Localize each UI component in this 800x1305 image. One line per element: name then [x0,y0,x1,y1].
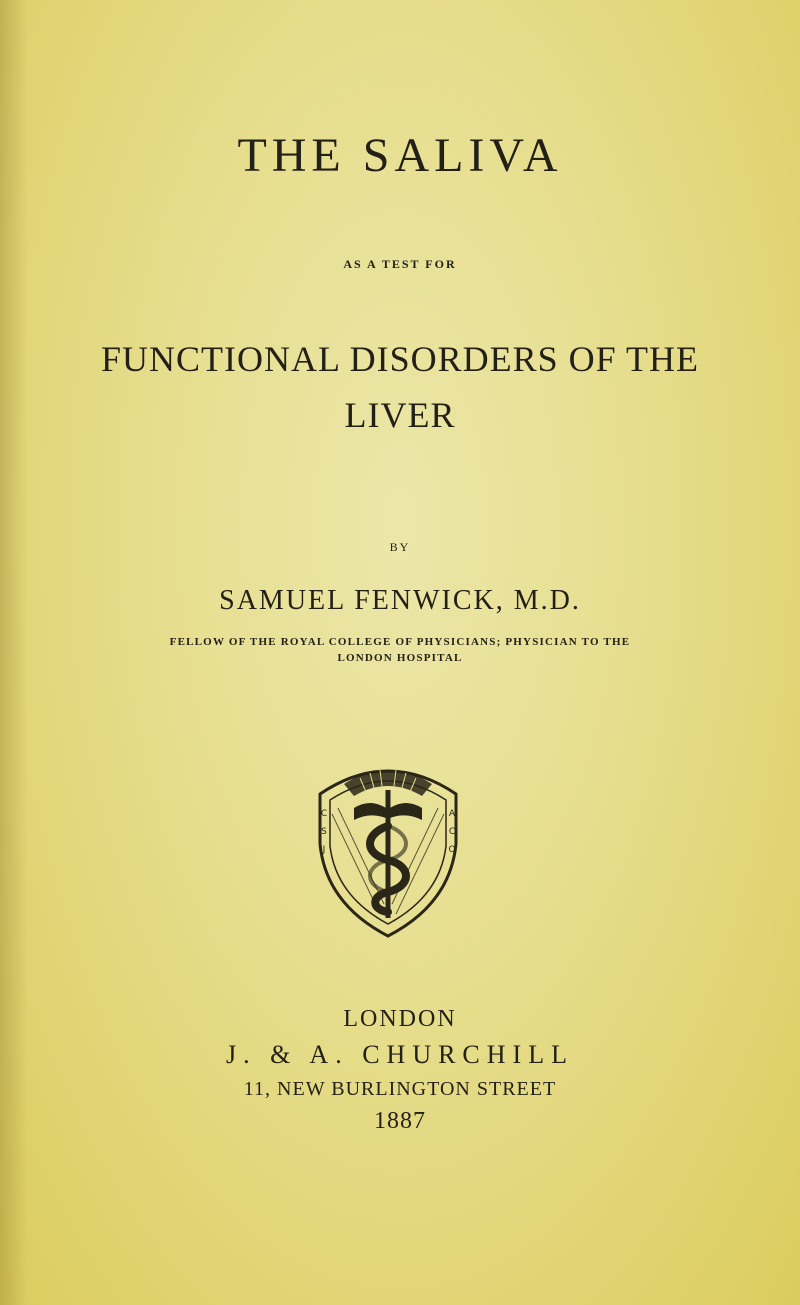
main-title-line-1: FUNCTIONAL DISORDERS OF THE [100,339,700,379]
publisher-address: 11, NEW BURLINGTON STREET [243,1078,557,1100]
emblem-letter-6: O [448,845,456,855]
emblem-letter-2: S [321,827,327,837]
author-credentials-line-1: FELLOW OF THE ROYAL COLLEGE OF PHYSICIANS; PHYSICIAN TO THE [169,636,631,648]
emblem-letter-4: A [448,809,456,819]
subtitle-connector: AS A TEST FOR [343,257,457,271]
book-title: THE SALIVA [237,129,563,182]
emblem-letter-5: C [448,827,456,837]
emblem-letter-3: J [322,845,326,855]
by-label: BY [389,540,411,554]
author-credentials-line-2: LONDON HOSPITAL [337,652,463,664]
publication-year: 1887 [374,1108,426,1134]
author-name: SAMUEL FENWICK, M.D. [219,585,581,616]
caduceus-shield-icon [310,754,466,940]
publication-place: LONDON [343,1006,457,1032]
publisher-name: J. & A. CHURCHILL [226,1040,574,1069]
main-title-line-2: LIVER [344,395,456,435]
emblem-letter-1: C [320,809,328,819]
